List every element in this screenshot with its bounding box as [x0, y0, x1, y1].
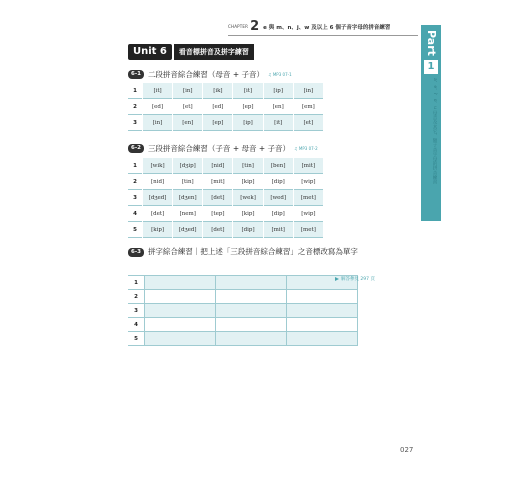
phonetic-cell: [em] [293, 99, 323, 115]
row-number: 3 [128, 304, 145, 318]
page-number: 027 [400, 446, 414, 454]
table-row [128, 332, 358, 346]
answer-note [335, 276, 375, 282]
section2-table [128, 158, 324, 238]
phonetic-cell: [ed] [203, 99, 233, 115]
row-number: 1 [128, 83, 143, 99]
row-number: 2 [128, 290, 145, 304]
answer-cell[interactable] [145, 332, 216, 346]
row-number: 3 [128, 190, 143, 206]
phonetic-cell: [kip] [233, 174, 263, 190]
answer-cell[interactable] [216, 332, 287, 346]
table-row [128, 206, 324, 222]
phonetic-cell: [dip] [263, 174, 293, 190]
phonetic-cell: [dʒip] [173, 158, 203, 174]
phonetic-cell: [wed] [263, 190, 293, 206]
row-number: 2 [128, 174, 143, 190]
table-row [128, 304, 358, 318]
phonetic-cell: [dip] [233, 222, 263, 238]
phonetic-cell: [kip] [233, 206, 263, 222]
phonetic-cell: [wik] [143, 158, 173, 174]
answer-cell[interactable] [287, 318, 358, 332]
chapter-header [228, 20, 390, 33]
phonetic-cell: [ep] [203, 115, 233, 131]
part-label: Part [425, 30, 438, 56]
row-number: 5 [128, 332, 145, 346]
phonetic-cell: [wip] [293, 174, 323, 190]
row-number: 4 [128, 206, 143, 222]
phonetic-cell: [det] [203, 190, 233, 206]
triangle-icon [335, 277, 339, 281]
section1-title: 二段拼音綜合練習（母音 + 子音） [147, 70, 264, 79]
phonetic-cell: [en] [263, 99, 293, 115]
audio-icon[interactable]: ♫ MP3 07-1 [268, 72, 292, 77]
row-number: 2 [128, 99, 143, 115]
table-row [128, 318, 358, 332]
phonetic-cell: [mit] [263, 222, 293, 238]
section3-heading [128, 246, 378, 257]
phonetic-cell: [it] [263, 115, 293, 131]
phonetic-cell: [ip] [233, 115, 263, 131]
phonetic-cell: [tin] [173, 174, 203, 190]
chapter-word: CHAPTER [228, 24, 249, 29]
section3-table [128, 275, 358, 346]
phonetic-cell: [kip] [143, 222, 173, 238]
phonetic-cell: [nid] [143, 174, 173, 190]
phonetic-cell: [mit] [203, 174, 233, 190]
phonetic-cell: [dip] [263, 206, 293, 222]
table-row [128, 158, 324, 174]
phonetic-cell: [it] [233, 83, 263, 99]
row-number: 5 [128, 222, 143, 238]
table-row [128, 276, 358, 290]
phonetic-cell: [tin] [233, 158, 263, 174]
audio-icon[interactable]: ♫ MP3 07-2 [294, 146, 318, 151]
phonetic-cell: [nem] [173, 206, 203, 222]
phonetic-cell: [ik] [203, 83, 233, 99]
phonetic-cell: [it] [143, 83, 173, 99]
section2-title: 三段拼音綜合練習（子音 + 母音 + 子音） [147, 144, 291, 153]
answer-cell[interactable] [145, 304, 216, 318]
chapter-title: e 與 m、n、j、w 及以上 6 個子音字母的拼音練習 [263, 24, 391, 31]
row-number: 1 [128, 276, 145, 290]
phonetic-cell: [tep] [203, 206, 233, 222]
phonetic-cell: [et] [173, 99, 203, 115]
phonetic-cell: [met] [293, 222, 323, 238]
answer-cell[interactable] [145, 276, 216, 290]
phonetic-cell: [in] [173, 83, 203, 99]
answer-cell[interactable] [287, 304, 358, 318]
header-divider [228, 35, 418, 36]
phonetic-cell: [det] [143, 206, 173, 222]
phonetic-cell: [in] [143, 115, 173, 131]
row-number: 3 [128, 115, 143, 131]
phonetic-cell: [wek] [233, 190, 263, 206]
answer-cell[interactable] [287, 332, 358, 346]
table-row [128, 99, 324, 115]
phonetic-cell: [wip] [293, 206, 323, 222]
phonetic-cell: [dʒen] [173, 190, 203, 206]
phonetic-cell: [in] [293, 83, 323, 99]
phonetic-cell: [det] [203, 222, 233, 238]
table-row [128, 190, 324, 206]
table-row [128, 290, 358, 304]
table-row [128, 222, 324, 238]
phonetic-cell: [et] [293, 115, 323, 131]
answer-cell[interactable] [216, 276, 287, 290]
unit-heading [128, 44, 254, 60]
row-number: 4 [128, 318, 145, 332]
section1-table [128, 83, 324, 131]
table-row [128, 115, 324, 131]
phonetic-cell: [dʒed] [173, 222, 203, 238]
phonetic-cell: [mit] [293, 158, 323, 174]
phonetic-cell: [dʒed] [143, 190, 173, 206]
section2-heading [128, 143, 318, 154]
section2-badge: 6-2 [128, 144, 144, 153]
unit-title: 看音標拼音及拼字練習 [174, 44, 254, 60]
phonetic-cell: [met] [293, 190, 323, 206]
section1-badge: 6-1 [128, 70, 144, 79]
phonetic-cell: [en] [173, 115, 203, 131]
answer-cell[interactable] [145, 290, 216, 304]
phonetic-cell: [nid] [203, 158, 233, 174]
answer-cell[interactable] [145, 318, 216, 332]
phonetic-cell: [ed] [143, 99, 173, 115]
section3-badge: 6-3 [128, 248, 144, 257]
phonetic-cell: [ep] [233, 99, 263, 115]
table-row [128, 174, 324, 190]
answer-cell[interactable] [216, 318, 287, 332]
part-number: 1 [424, 60, 438, 74]
section1-heading [128, 69, 292, 80]
answer-cell[interactable] [216, 304, 287, 318]
table-row [128, 83, 324, 99]
part-subtitle: a、e、i、o、u 母音及其它，額子音字母的拼音練習 [432, 78, 437, 185]
unit-badge: Unit 6 [128, 44, 172, 60]
answer-cell[interactable] [287, 290, 358, 304]
row-number: 1 [128, 158, 143, 174]
answer-cell[interactable] [216, 290, 287, 304]
chapter-number: 2 [250, 19, 260, 34]
answer-note-text: 解答參見 297 頁 [341, 277, 375, 282]
section3-title: 拼字綜合練習｜把上述「三段拼音綜合練習」之音標改寫為單字 [147, 247, 358, 256]
phonetic-cell: [ben] [263, 158, 293, 174]
phonetic-cell: [ip] [263, 83, 293, 99]
